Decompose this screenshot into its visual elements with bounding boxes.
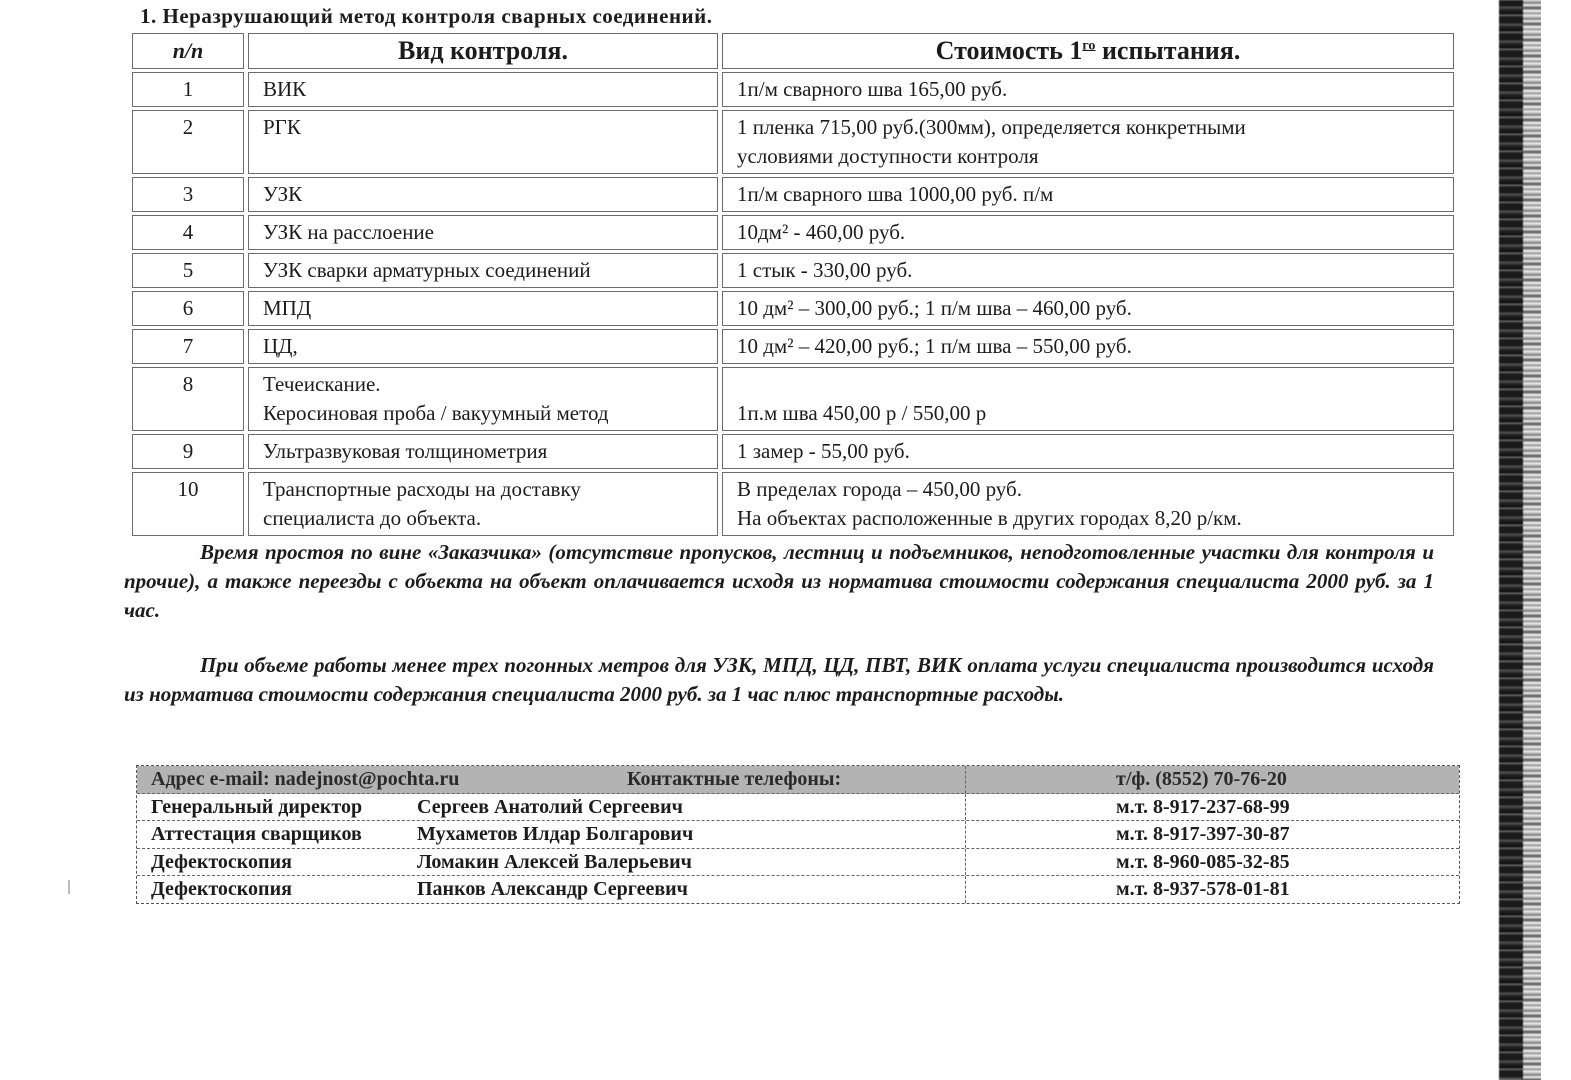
test-cost-line: 10 дм² – 420,00 руб.; 1 п/м шва – 550,00 руб. [737, 334, 1132, 358]
contacts-header [137, 766, 1459, 794]
row-number: 6 [132, 291, 244, 326]
test-cost-line: 10 дм² – 300,00 руб.; 1 п/м шва – 460,00 руб. [737, 296, 1132, 320]
control-type-line: МПД [263, 296, 312, 320]
test-cost [722, 253, 1454, 288]
row-number: 4 [132, 215, 244, 250]
control-type-line: ВИК [263, 77, 307, 101]
contact-name: Ломакин Алексей Валерьевич [417, 850, 692, 873]
control-type [248, 110, 718, 174]
test-cost-line: 1 стык - 330,00 руб. [737, 258, 913, 282]
test-cost-line: 10дм² - 460,00 руб. [737, 220, 906, 244]
test-cost [722, 291, 1454, 326]
contact-role: Дефектоскопия [151, 850, 292, 873]
contact-name: Панков Александр Сергеевич [417, 878, 688, 900]
row-number: 10 [132, 472, 244, 536]
test-cost [722, 472, 1454, 536]
row-number: 3 [132, 177, 244, 212]
test-cost-line [737, 370, 1439, 399]
test-cost-line: На объектах расположенные в других городах 8,20 р/км. [737, 506, 1242, 530]
test-cost-line: условиями доступности контроля [737, 144, 1039, 168]
control-type [248, 253, 718, 288]
table-row [132, 253, 1454, 288]
control-type-line: ЦД, [263, 334, 298, 358]
control-type [248, 215, 718, 250]
control-type-line: Транспортные расходы на доставку [263, 477, 581, 501]
contact-row [137, 794, 1459, 822]
test-cost-line: 1п/м сварного шва 1000,00 руб. п/м [737, 182, 1054, 206]
downtime-note: Время простоя по вине «Заказчика» (отсутствие пропусков, лестниц и подъемников, неподготовленные участки для контроля и прочие), а также переезды с объекта на объект оплачивается исходя из норматива стоимости содержания специалиста 2000 руб. за 1 час. [124, 540, 1434, 622]
section-heading: 1. Неразрушающий метод контроля сварных соединений. [140, 4, 713, 28]
contacts-office-phone: т/ф. (8552) 70-76-20 [965, 766, 1459, 793]
row-number: 5 [132, 253, 244, 288]
test-cost [722, 177, 1454, 212]
row-number: 2 [132, 110, 244, 174]
min-volume-note: При объеме работы менее трех погонных метров для УЗК, МПД, ЦД, ПВТ, ВИК оплата услуги специалиста производится исходя из норматива стоимости содержания специалиста 2000 руб. за 1 час плюс транспортные расходы. [124, 653, 1434, 706]
table-row [132, 367, 1454, 431]
contact-phone: м.т. 8-937-578-01-81 [965, 876, 1459, 903]
test-cost-line: В пределах города – 450,00 руб. [737, 477, 1022, 501]
table-row [132, 329, 1454, 364]
test-cost [722, 215, 1454, 250]
header-cost-suffix: испытания. [1095, 36, 1241, 65]
header-cost-prefix: Стоимость 1 [935, 36, 1083, 65]
price-table [128, 30, 1458, 539]
row-number: 9 [132, 434, 244, 469]
contact-row [137, 821, 1459, 849]
table-row [132, 291, 1454, 326]
control-type-line: специалиста до объекта. [263, 506, 482, 530]
contact-role: Дефектоскопия [151, 878, 292, 900]
contact-row [137, 849, 1459, 877]
header-kind: Вид контроля. [248, 33, 718, 69]
test-cost [722, 434, 1454, 469]
control-type [248, 434, 718, 469]
test-cost [722, 329, 1454, 364]
control-type [248, 367, 718, 431]
control-type-line: Течеискание. [263, 372, 381, 396]
contacts-email: Адрес e-mail: nadejnost@pochta.ru [151, 768, 460, 790]
row-number: 8 [132, 367, 244, 431]
control-type-line: Керосиновая проба / вакуумный метод [263, 401, 609, 425]
header-cost-sup: го [1082, 38, 1096, 54]
table-row [132, 110, 1454, 174]
control-type [248, 472, 718, 536]
row-number: 7 [132, 329, 244, 364]
control-type-line: УЗК [263, 182, 303, 206]
scan-edge-light [1521, 0, 1541, 1080]
test-cost [722, 110, 1454, 174]
contact-role: Аттестация сварщиков [151, 823, 362, 845]
scan-edge-dark [1499, 0, 1523, 1080]
contact-role: Генеральный директор [151, 795, 363, 818]
control-type [248, 177, 718, 212]
test-cost-line: 1 пленка 715,00 руб.(300мм), определяется конкретными [737, 115, 1246, 139]
contact-row [137, 876, 1459, 903]
contacts-block [136, 765, 1460, 904]
test-cost-line: 1п/м сварного шва 165,00 руб. [737, 77, 1008, 101]
row-number: 1 [132, 72, 244, 107]
header-num: п/п [132, 33, 244, 69]
table-row [132, 177, 1454, 212]
control-type-line: РГК [263, 115, 301, 139]
control-type-line: УЗК сварки арматурных соединений [263, 258, 591, 282]
test-cost-line: 1 замер - 55,00 руб. [737, 439, 910, 463]
control-type-line: Ультразвуковая толщинометрия [263, 439, 548, 463]
table-header-row [132, 33, 1454, 69]
table-row [132, 72, 1454, 107]
control-type [248, 72, 718, 107]
table-row [132, 472, 1454, 536]
contact-name: Мухаметов Илдар Болгарович [417, 823, 694, 845]
table-row [132, 215, 1454, 250]
control-type [248, 291, 718, 326]
contact-phone: м.т. 8-917-397-30-87 [965, 821, 1459, 848]
contacts-phones-label: Контактные телефоны: [627, 768, 842, 790]
test-cost [722, 367, 1454, 431]
contact-name: Сергеев Анатолий Сергеевич [417, 795, 683, 818]
control-type [248, 329, 718, 364]
test-cost [722, 72, 1454, 107]
contact-phone: м.т. 8-917-237-68-99 [965, 794, 1459, 821]
table-row [132, 434, 1454, 469]
header-cost [722, 33, 1454, 69]
scan-mark [68, 880, 70, 894]
contact-phone: м.т. 8-960-085-32-85 [965, 849, 1459, 876]
control-type-line: УЗК на расслоение [263, 220, 434, 244]
test-cost-line: 1п.м шва 450,00 р / 550,00 р [737, 401, 987, 425]
